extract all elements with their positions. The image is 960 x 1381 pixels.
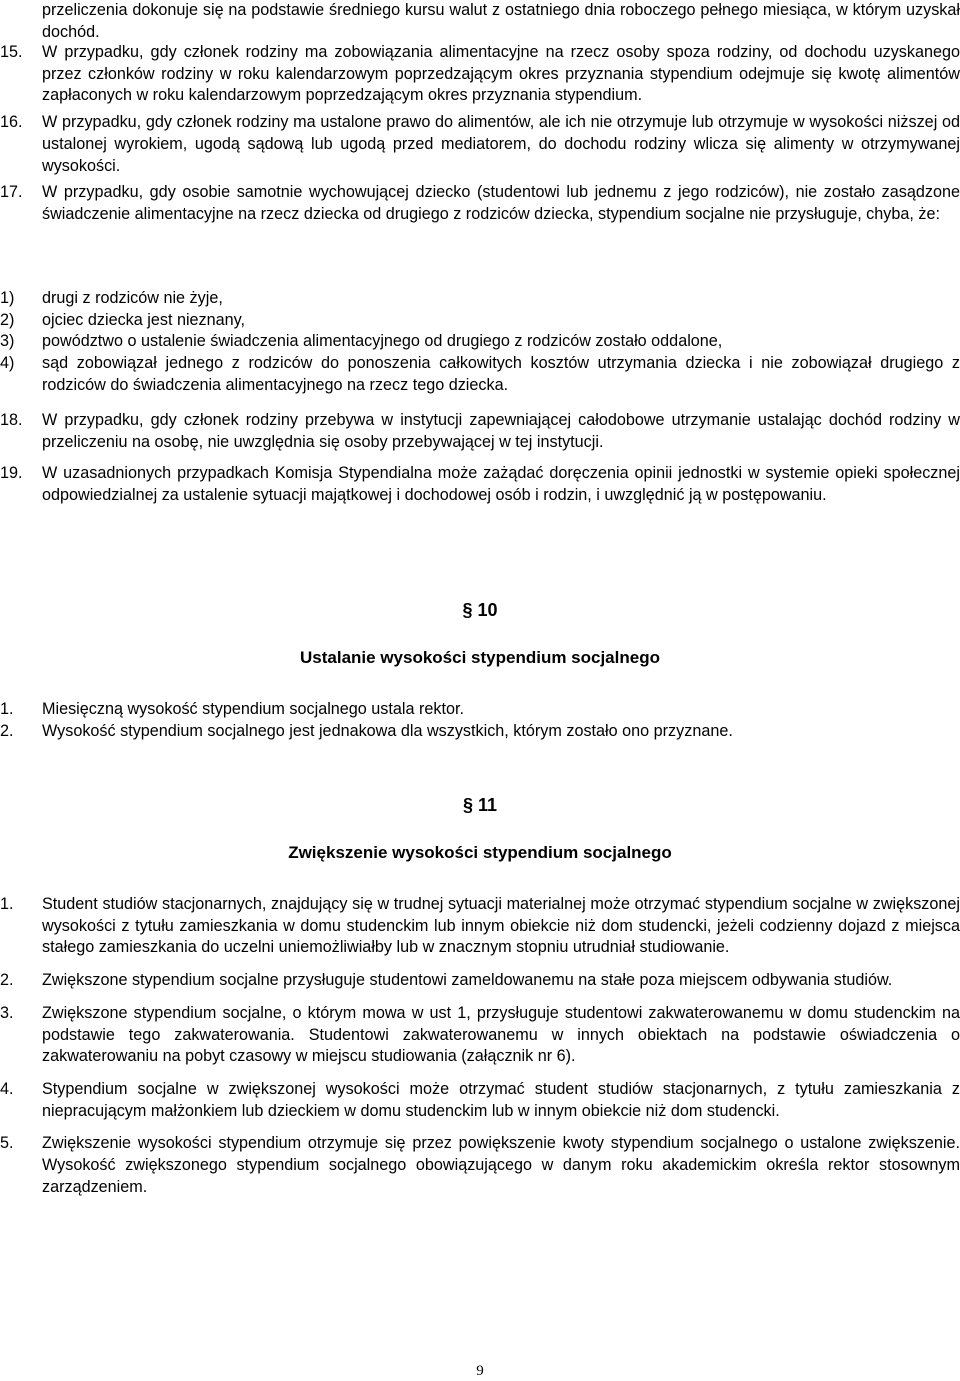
sub-list-item [0,353,960,396]
items-list-a [0,42,960,226]
list-item [0,1133,960,1198]
list-item [0,894,960,959]
item-text: Miesięczną wysokość stypendium socjalnego ustala rektor. [42,700,464,718]
section-10-heading: Ustalanie wysokości stypendium socjalnego [300,648,660,667]
intro-continuation-block [42,0,960,43]
item-number: 3. [0,1003,14,1022]
section-11-heading-block [0,843,960,863]
item-number: 5. [0,1134,14,1153]
subitem-text: sąd zobowiązał jednego z rodziców do ponoszenia całkowitych kosztów utrzymania dziecka i nie zobowiązał drugiego z rodziców do świadczenia alimentacyjnego na rzecz tego dziecka. [42,354,960,394]
list-item [0,182,960,225]
item-text: Wysokość stypendium socjalnego jest jednakowa dla wszystkich, którym zostało ono przyznane. [42,721,733,740]
intro-continuation: przeliczenia dokonuje się na podstawie średniego kursu walut z ostatniego dnia roboczego pełnego miesiąca, w którym uzyskał dochód. [42,1,960,41]
list-item [0,721,960,743]
item-text: W przypadku, gdy członek rodziny ma zobowiązania alimentacyjne na rzecz osoby spoza rodziny, od dochodu uzyskanego przez członków rodziny w roku kalendarzowym poprzedzającym okres przyznania stypendium odejmuje się kwotę alimentów zapłaconych w roku kalendarzowym poprzedzającym okres przyznania stypendium. [42,43,960,105]
item-text: Zwiększone stypendium socjalne, o którym mowa w ust 1, przysługuje studentowi zakwaterowanemu w domu studenckim na podstawie tego zakwaterowania. Studentowi zakwaterowanemu w innych obiektach na podstawie oświadczenia o zakwaterowaniu na pobyt czasowy w miejscu studiowania (załącznik nr 6). [42,1003,960,1066]
item-number: 2. [0,971,14,990]
list-item [0,112,960,177]
page-number: 9 [476,1363,484,1379]
item-text: Zwiększenie wysokości stypendium otrzymuje się przez powiększenie kwoty stypendium socjalnego o ustalone zwiększenie. Wysokość zwiększonego stypendium socjalnego obowiązującego w danym roku akademickim określa rektor stosownym zarządzeniem. [42,1134,960,1196]
item-text: W przypadku, gdy członek rodziny ma ustalone prawo do alimentów, ale ich nie otrzymuje lub otrzymuje w wysokości niższej od ustalonej wyrokiem, ugodą sądową lub ugodą przed mediatorem, do dochodu rodziny wlicza się alimenty w otrzymywanej wysokości. [42,113,960,175]
item-text: W uzasadnionych przypadkach Komisja Stypendialna może zażądać doręczenia opinii jednostki w systemie opieki społecznej odpowiedzialnej za ustalenie sytuacji majątkowej i dochodowej osób i rodzin, i uwzględnić ją w postępowaniu. [42,464,960,505]
item-number: 1. [0,700,14,718]
item-number: 18. [0,411,23,429]
item-text: Student studiów stacjonarnych, znajdujący się w trudnej sytuacji materialnej może otrzymać stypendium socjalne w zwiększonej wysokości z tytułu zamieszkania w domu studenckim lub innym obiekcie niż dom studencki, jeżeli codzienny dojazd z miejsca stałego zamieszkania do uczelni uniemożliwiałby lub w znacznym stopniu utrudniał studiowanie. [42,895,960,957]
sub-list-item [0,331,960,353]
item-number: 15. [0,43,23,61]
item-text: W przypadku, gdy osobie samotnie wychowującej dziecko (studentowi lub jednemu z jego rodziców), nie zostało zasądzone świadczenie alimentacyjne na rzecz dziecka od drugiego z rodziców dziecka, stypendium socjalne nie przysługuje, chyba, że: [42,183,960,223]
section-10-sign: § 10 [462,600,498,620]
list-item [0,699,960,721]
section-11-sign-block [0,795,960,816]
sub-list-item [0,288,960,310]
subitems-list-17 [0,288,960,397]
item-number: 16. [0,113,23,132]
item-number: 19. [0,464,23,483]
list-item [0,463,960,506]
item-number: 4. [0,1079,14,1098]
subitem-number: 2) [0,310,15,329]
subitem-text: drugi z rodziców nie żyje, [42,289,223,307]
section-11-heading: Zwiększenie wysokości stypendium socjalnego [288,843,672,862]
subitem-number: 3) [0,332,15,351]
section-10-items [0,699,960,742]
section-10-heading-block [0,648,960,668]
list-item [0,1079,960,1122]
subitem-text: powództwo o ustalenie świadczenia alimentacyjnego od drugiego z rodziców zostało oddalone, [42,332,723,351]
subitem-text: ojciec dziecka jest nieznany, [42,310,246,329]
item-number: 1. [0,895,14,913]
items-list-b [0,410,960,507]
list-item [0,970,960,992]
item-text: W przypadku, gdy członek rodziny przebywa w instytucji zapewniającej całodobowe utrzymanie ustalając dochód rodziny w przeliczeniu na osobę, nie uwzględnia się osoby przebywającej w tej instytucji. [42,411,960,451]
sub-list-item [0,310,960,332]
item-text: Zwiększone stypendium socjalne przysługuje studentowi zameldowanemu na stałe poza miejscem odbywania studiów. [42,971,893,990]
list-item [0,42,960,107]
section-11-items [0,894,960,1198]
item-text: Stypendium socjalne w zwiększonej wysokości może otrzymać student studiów stacjonarnych, z tytułu zamieszkania z niepracującym małżonkiem lub dzieckiem w domu studenckim lub w innym obiekcie niż dom studencki. [42,1079,960,1120]
section-11-sign: § 11 [462,795,498,815]
list-item [0,410,960,453]
section-10-sign-block [0,600,960,621]
subitem-number: 4) [0,354,15,373]
subitem-number: 1) [0,289,15,307]
list-item [0,1003,960,1068]
item-number: 17. [0,183,23,202]
item-number: 2. [0,721,14,740]
